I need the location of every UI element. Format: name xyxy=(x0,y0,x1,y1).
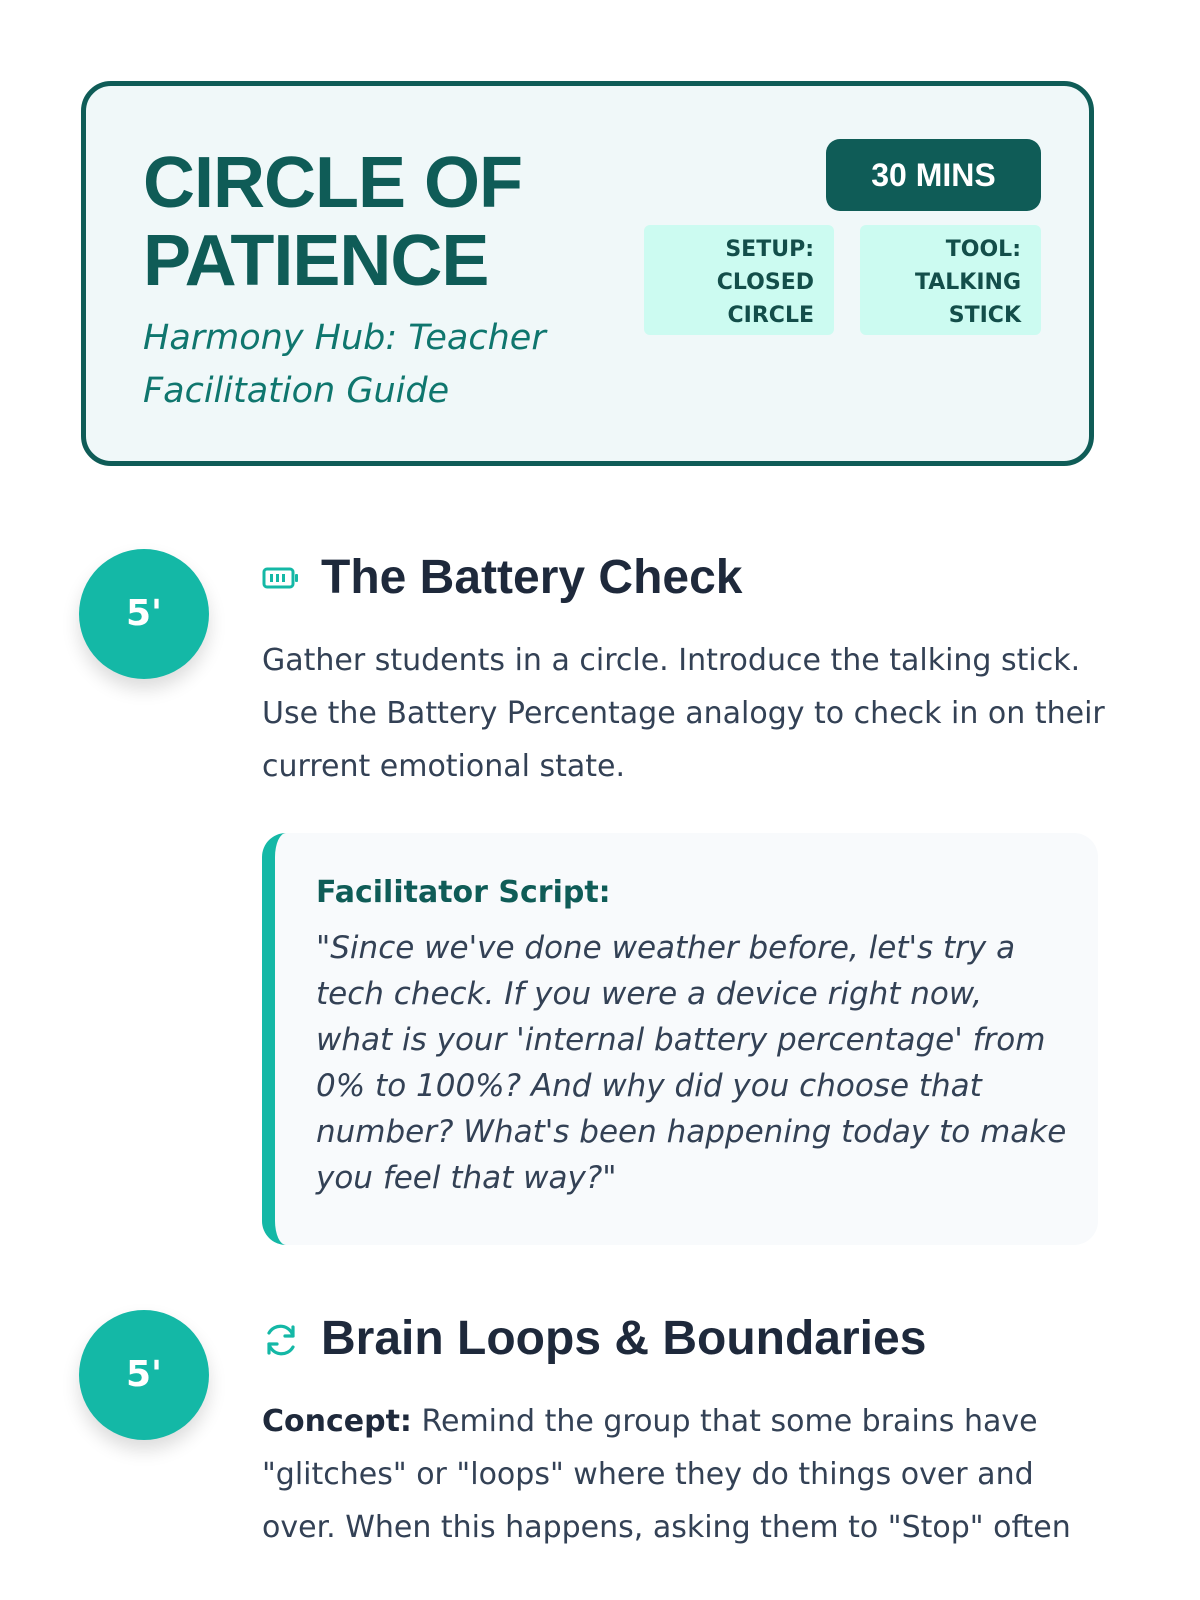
concept-label: Concept: xyxy=(262,1404,412,1439)
section-2-title: Brain Loops & Boundaries xyxy=(321,1312,927,1365)
facilitator-script-box xyxy=(262,833,1098,1245)
setup-tag: SETUP: CLOSED CIRCLE xyxy=(644,225,834,335)
refresh-icon xyxy=(262,1321,300,1359)
script-label: Facilitator Script: xyxy=(316,875,611,910)
section-2-body-text: Remind the group that some brains have "glitches" or "loops" where they do things over and over. When this happens, asking them to "Stop" often xyxy=(262,1404,1071,1545)
duration-badge: 30 MINS xyxy=(826,139,1041,211)
section-2-time-badge: 5' xyxy=(79,1310,209,1440)
page-title: CIRCLE OF PATIENCE xyxy=(143,143,522,301)
battery-icon xyxy=(262,559,300,597)
header-card xyxy=(81,81,1094,466)
page-subtitle: Harmony Hub: Teacher Facilitation Guide xyxy=(143,318,546,411)
section-1-title: The Battery Check xyxy=(321,551,743,604)
section-1-body: Gather students in a circle. Introduce the talking stick. Use the Battery Percentage analogy to check in on their current emotional state. xyxy=(262,643,1105,784)
script-text: "Since we've done weather before, let's try a tech check. If you were a device right now, what is your 'internal battery percentage' from 0% to 100%? And why did you choose that number? What's been happening today to make you feel that way?" xyxy=(316,930,1067,1196)
tool-tag: TOOL: TALKING STICK xyxy=(860,225,1041,335)
section-1-time-badge: 5' xyxy=(79,549,209,679)
section-2-body xyxy=(262,1395,1112,1554)
